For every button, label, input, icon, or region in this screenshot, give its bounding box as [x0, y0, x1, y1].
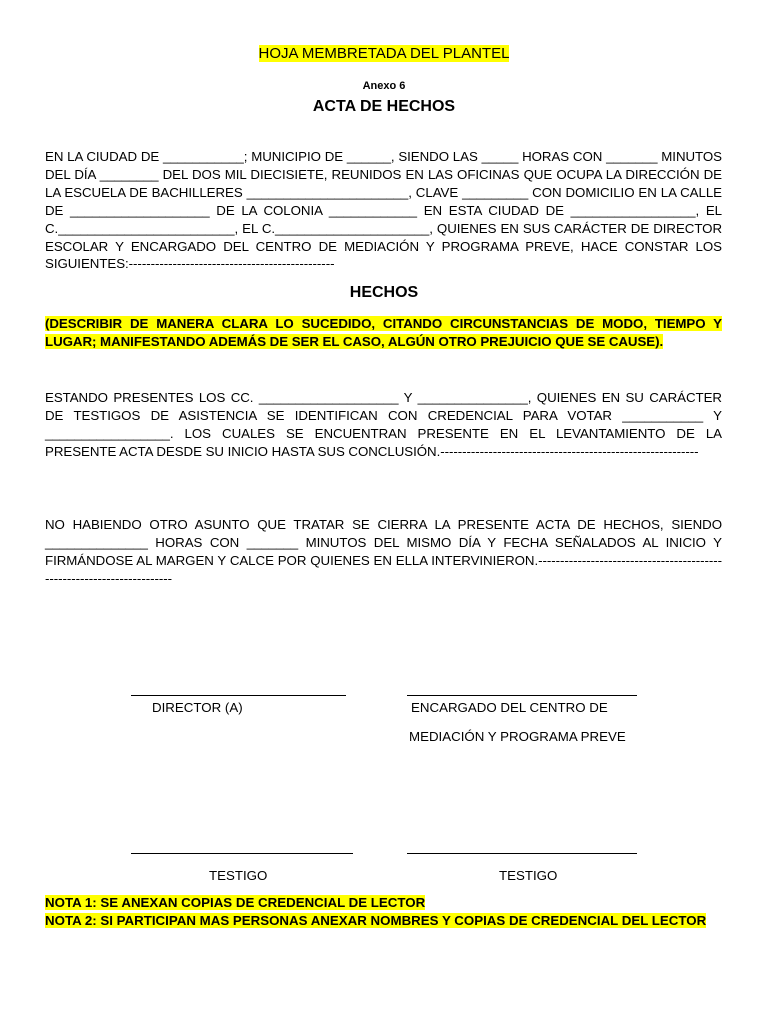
- witness-right-label: TESTIGO: [499, 868, 558, 883]
- encargado-signature-line: [407, 695, 637, 696]
- witnesses-paragraph: ESTANDO PRESENTES LOS CC. ___________________ Y _______________, QUIENES EN SU CARÁCTER DE TESTIGOS DE ASISTENCIA SE IDENTIFICAN CON CREDENCIAL PARA VOTAR ___________ Y _________________. LOS CUALES SE ENCUENTRAN PRESENTE EN EL LEVANTAMIENTO DE LA PRESENTE ACTA DESDE SU INICIO HASTA SUS CONCLUSIÓN.-----------------------------------------------------------: [45, 390, 722, 459]
- document-title: ACTA DE HECHOS: [312, 98, 456, 115]
- note-1-text: NOTA 1: SE ANEXAN COPIAS DE CREDENCIAL DE LECTOR: [45, 895, 426, 910]
- note-2: [45, 912, 722, 930]
- director-signature-line: [131, 695, 346, 696]
- instruction-text: (DESCRIBIR DE MANERA CLARA LO SUCEDIDO, CITANDO CIRCUNSTANCIAS DE MODO, TIEMPO Y LUGAR; MANIFESTANDO ADEMÁS DE SER EL CASO, ALGÚN OTRO PREJUICIO QUE SE CAUSE).: [45, 316, 722, 349]
- instruction-paragraph: [45, 315, 722, 351]
- letterhead-text: HOJA MEMBRETADA DEL PLANTEL: [258, 45, 510, 62]
- note-1: [45, 894, 722, 912]
- letterhead-header: [0, 45, 768, 62]
- hechos-heading: HECHOS: [349, 284, 419, 301]
- notes-block: [45, 894, 722, 930]
- annex-label: Anexo 6: [362, 80, 406, 92]
- witness-right-signature-line: [407, 853, 637, 854]
- encargado-label-line2: MEDIACIÓN Y PROGRAMA PREVE: [409, 729, 626, 744]
- encargado-label-line1: ENCARGADO DEL CENTRO DE: [411, 700, 608, 715]
- note-2-text: NOTA 2: SI PARTICIPAN MAS PERSONAS ANEXAR NOMBRES Y COPIAS DE CREDENCIAL DEL LECTOR: [45, 913, 707, 928]
- director-label: DIRECTOR (A): [152, 700, 243, 715]
- opening-paragraph: EN LA CIUDAD DE ___________; MUNICIPIO DE ______, SIENDO LAS _____ HORAS CON _______ MINUTOS DEL DÍA ________ DEL DOS MIL DIECISIETE, REUNIDOS EN LAS OFICINAS QUE OCUPA LA DIRECCIÓN DE LA ESCUELA DE BACHILLERES ______________________, CLAVE _________ CON DOMICILIO EN LA CALLE DE ___________________ DE LA COLONIA ____________ EN ESTA CIUDAD DE _________________, EL C.________________________, EL C._____________________, QUIENES EN SUS CARÁCTER DE DIRECTOR ESCOLAR Y ENCARGADO DEL CENTRO DE MEDIACIÓN Y PROGRAMA PREVE, HACE CONSTAR LOS SIGUIENTES:-----------------------------------------------: [45, 149, 722, 272]
- closing-paragraph: NO HABIENDO OTRO ASUNTO QUE TRATAR SE CIERRA LA PRESENTE ACTA DE HECHOS, SIENDO ______________ HORAS CON _______ MINUTOS DEL MISMO DÍA Y FECHA SEÑALADOS AL INICIO Y FIRMÁNDOSE AL MARGEN Y CALCE POR QUIENES EN ELLA INTERVINIERON.-----------------------------------------------------------------------: [45, 517, 722, 586]
- witness-left-signature-line: [131, 853, 353, 854]
- witness-left-label: TESTIGO: [209, 868, 268, 883]
